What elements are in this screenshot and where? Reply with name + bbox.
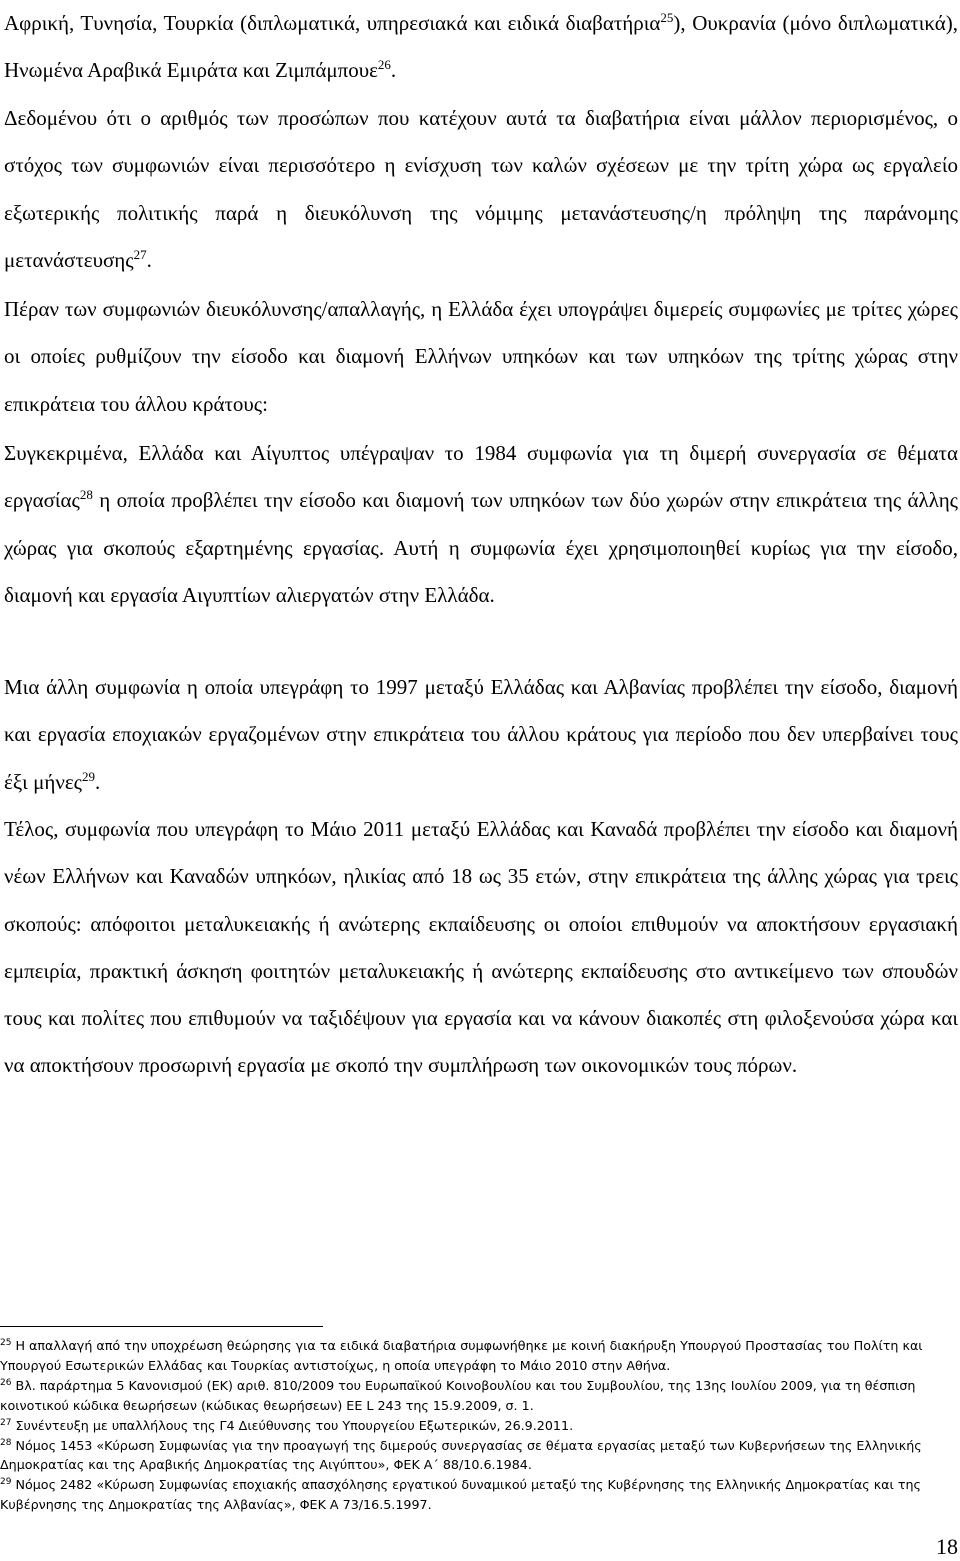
footnote-text: Βλ. παράρτημα 5 Κανονισμού (ΕΚ) αριθ. 810/2009 του Ευρωπαϊκού Κοινοβουλίου και του Συμβουλίου, της 13ης Ιουλίου 2009, για τη θέσπιση κοινοτικού κώδικα θεωρήσεων (κώδικας θεωρήσεων) ΕΕ L 243 της 15.9.2009, σ. 1. — [0, 1377, 916, 1413]
paragraph — [4, 806, 958, 1090]
paragraph — [4, 286, 958, 428]
footnote-reference: 25 — [660, 10, 674, 25]
paragraph-text: Αφρική, Τυνησία, Τουρκία (διπλωματικά, υπηρεσιακά και ειδικά διαβατήρια — [4, 11, 661, 35]
paragraph-text: Τέλος, συμφωνία που υπεγράφη το Μάιο 2011 μεταξύ Ελλάδας και Καναδά προβλέπει την είσοδο και διαμονή νέων Ελλήνων και Καναδών υπηκόων, ηλικίας από 18 ως 35 ετών, στην επικράτεια της άλλης χώρας για τρεις σκοπούς: απόφοιτοι μεταλυκειακής ή ανώτερης εκπαίδευσης οι οποίοι επιθυμούν να αποκτήσουν εργασιακή εμπειρία, πρακτική άσκηση φοιτητών μεταλυκειακής ή ανώτερης εκπαίδευσης στο αντικείμενο των σπουδών τους και πολίτες που επιθυμούν να ταξιδέψουν για εργασία και να κάνουν διακοπές στη φιλοξενούσα χώρα και να αποκτήσουν προσωρινή εργασία με σκοπό την συμπλήρωση των οικονομικών τους πόρων. — [4, 817, 958, 1078]
footnote-text: Νόμος 2482 «Κύρωση Συμφωνίας εποχιακής απασχόλησης εργατικού δυναμικού μεταξύ της Κυβέρνησης της Ελληνικής Δημοκρατίας και της Κυβέρνησης της Δημοκρατίας της Αλβανίας», ΦΕΚ Α 73/16.5.1997. — [0, 1477, 921, 1513]
footnote — [0, 1376, 958, 1416]
paragraph-text: . — [94, 769, 101, 794]
footnote-number: 25 — [0, 1337, 12, 1348]
footnote-reference: 28 — [79, 487, 93, 503]
footnote-separator — [0, 1326, 323, 1327]
footnote-text: Νόμος 1453 «Κύρωση Συμφωνίας για την προαγωγή της διμερούς συνεργασίας σε θέματα εργασίας μεταξύ των Κυβερνήσεων της Ελληνικής Δημοκρατίας και της Αραβικής Δημοκρατίας της Αιγύπτου», ΦΕΚ Α΄ 88/10.6.1984. — [0, 1437, 922, 1473]
paragraph — [4, 95, 958, 284]
paragraph-text: Πέραν των συμφωνιών διευκόλυνσης/απαλλαγής, η Ελλάδα έχει υπογράψει διμερείς συμφωνίες με τρίτες χώρες οι οποίες ρυθμίζουν την είσοδο και διαμονή Ελλήνων υπηκόων και των υπηκόων της τρίτης χώρας στην επικράτεια του άλλου κράτους: — [4, 297, 958, 416]
paragraph-text: η οποία προβλέπει την είσοδο και διαμονή των υπηκόων των δύο χωρών στην επικράτεια της άλλης χώρας για σκοπούς εξαρτημένης εργασίας. Αυτή η συμφωνία έχει χρησιμοποιηθεί κυρίως για την είσοδο, διαμονή και εργασία Αιγυπτίων αλιεργατών στην Ελλάδα. — [4, 488, 958, 607]
footnote-reference: 26 — [377, 57, 391, 73]
footnote-number: 27 — [0, 1417, 12, 1428]
footnote — [0, 1336, 958, 1376]
footnote-number: 29 — [0, 1477, 12, 1488]
footnote-reference: 29 — [81, 768, 95, 784]
paragraph — [4, 0, 958, 95]
footnote — [0, 1475, 958, 1515]
footnote-text: Συνέντευξη με υπαλλήλους της Γ4 Διεύθυνσης του Υπουργείου Εξωτερικών, 26.9.2011. — [11, 1417, 574, 1433]
paragraph — [4, 430, 958, 619]
paragraph-text: Συγκεκριμένα, Ελλάδα και Αίγυπτος υπέγραψαν το 1984 συμφωνία για τη διμερή συνεργασία σε θέματα εργασίας — [4, 441, 958, 513]
paragraph-text: . — [390, 58, 397, 83]
page-number: 18 — [936, 1534, 958, 1559]
paragraph-text: Δεδομένου ότι ο αριθμός των προσώπων που κατέχουν αυτά τα διαβατήρια είναι μάλλον περιορισμένος, ο στόχος των συμφωνιών είναι περισσότερο η ενίσχυση των καλών σχέσεων με την τρίτη χώρα ως εργαλείο εξωτερικής πολιτικής παρά η διευκόλυνση της νόμιμης μετανάστευσης/η πρόληψη της παράνομης μετανάστευσης — [4, 106, 958, 272]
paragraph-text: ), Ουκρανία (μόνο διπλωματικά), Ηνωμένα Αραβικά Εμιράτα και Ζιμπάμπουε — [4, 11, 958, 83]
paragraph-text: . — [146, 247, 152, 272]
footnote — [0, 1416, 958, 1436]
paragraph-text: Μια άλλη συμφωνία η οποία υπεγράφη το 1997 μεταξύ Ελλάδας και Αλβανίας προβλέπει την είσοδο, διαμονή και εργασία εποχιακών εργαζομένων στην επικράτεια του άλλου κράτους για περίοδο που δεν υπερβαίνει τους έξι μήνες — [4, 675, 958, 794]
footnote-number: 26 — [0, 1377, 12, 1388]
footnote-text: Η απαλλαγή από την υποχρέωση θεώρησης για τα ειδικά διαβατήρια συμφωνήθηκε με κοινή διακήρυξη Υπουργού Προστασίας του Πολίτη και Υπουργού Εσωτερικών Ελλάδας και Τουρκίας αντιστοίχως, η οποία υπεγράφη το Μάιο 2010 στην Αθήνα. — [0, 1338, 923, 1373]
footnote-reference: 27 — [133, 246, 147, 262]
footnotes — [0, 1336, 958, 1515]
footnote-number: 28 — [0, 1437, 12, 1448]
footnote — [0, 1436, 958, 1476]
paragraph — [4, 664, 958, 806]
